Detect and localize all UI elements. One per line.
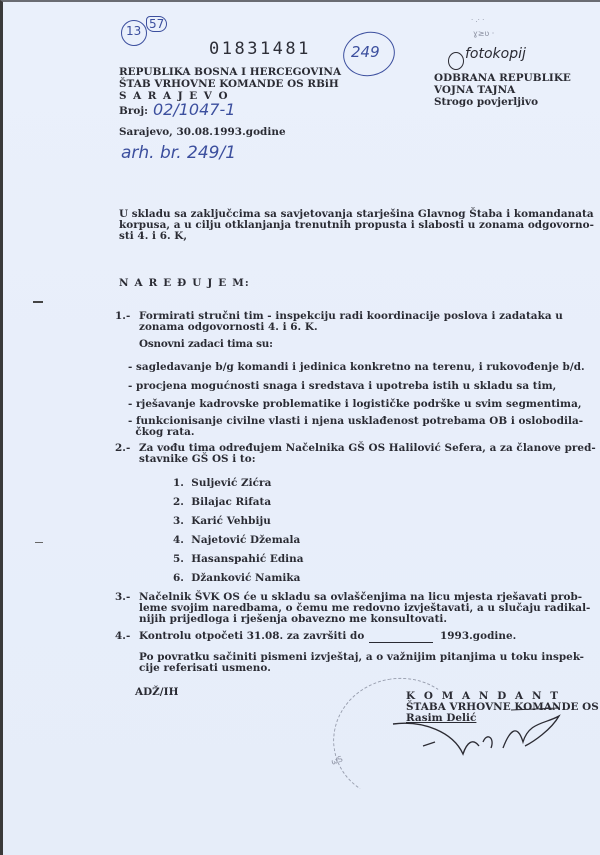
member-1: 1. Suljević Zićra [173,477,272,489]
archive-note: arh. br. 249/1 [121,143,237,163]
member-4: 4. Najetović Džemala [173,534,301,546]
superscript-number: 57 [146,16,167,32]
item-1-subheading: Osnovni zadaci tima su: [139,338,273,350]
task-2: - procjena mogućnosti snaga i sredstava i upotreba istih u skladu sa tim, [128,380,557,392]
item-3-line-2: leme svojim naredbama, o čemu me redovno izvještavati, a u slučaju radikal- [139,602,591,614]
task-3: - rješavanje kadrovske problematike i logističke podrške u svim segmentima, [128,398,582,410]
signature-org: ŠTABA VRHOVNE KOMANDE OS [406,701,599,713]
item-2-number: 2.- [115,442,131,454]
item-4-blank-line [369,642,433,643]
classification-defense: ODBRANA REPUBLIKE [434,72,571,84]
signature-title: K O M A N D A N T [406,690,561,702]
member-2: 2. Bilajac Rifata [173,496,272,508]
header-city: S A R A J E V O [119,90,230,102]
item-3-number: 3.- [115,591,131,603]
item-3-line-3: nijih prijedloga i rješenja obavezno me konsultovati. [139,613,448,625]
broj-label: Broj: [119,105,149,117]
task-4: - funkcionisanje civilne vlasti i njena usklađenost potrebama OB i oslobodila- [128,415,584,427]
circled-number-left-text: 13 [126,24,142,38]
margin-mark-1 [33,301,43,303]
header-republic: REPUBLIKA BOSNA I HERCEGOVINA [119,66,342,78]
header-staff: ŠTAB VRHOVNE KOMANDE OS RBiH [119,78,339,90]
margin-mark-2 [35,542,43,543]
item-1-line-1: Formirati stručni tim - inspekciju radi koordinacije poslova i zadataka u [139,310,563,322]
broj-value: 02/1047-1 [153,100,236,119]
handwritten-signature [383,702,573,762]
top-right-scribble-2: ɣ≥ʋ · [473,29,495,38]
item-2-line-1: Za vođu tima određujem Načelnika GŠ OS Halilović Sefera, a za članove pred- [139,442,596,454]
top-right-scribble-1: · .· · [471,16,485,24]
closing-line-2: cije referisati usmeno. [139,662,271,674]
task-4-continued: čkog rata. [128,426,195,438]
fotokopija-circle [448,52,464,70]
member-6: 6. Džanković Namika [173,572,301,584]
order-heading: N A R E Đ U J E M: [119,277,250,289]
item-4-text: Kontrolu otpočeti 31.08. za završiti do [139,630,365,642]
member-5: 5. Hasanspahić Edina [173,553,304,565]
stamp-mark: ωS [329,754,344,767]
classification-secret: VOJNA TAJNA [434,84,516,96]
item-3-line-1: Načelnik ŠVK OS će u skladu sa ovlaščenjima na licu mjesta rješavati prob- [139,591,583,603]
fotokopija-note: fotokopij [465,46,526,62]
intro-line-2: korpusa, a u cilju otklanjanja trenutnih propusta i slabosti u zonama odgovorno- [119,219,594,231]
item-1-number: 1.- [115,310,131,322]
member-3: 3. Karić Vehbiju [173,515,271,527]
item-1-line-2: zonama odgovornosti 4. i 6. K. [139,321,318,333]
intro-line-3: sti 4. i 6. K, [119,230,188,242]
task-1: - sagledavanje b/g komandi i jedinica konkretno na terenu, i rukovođenje b/d. [128,361,585,373]
item-4-year: 1993.godine. [440,630,517,642]
item-4-number: 4.- [115,630,131,642]
initials: ADŽ/IH [135,686,179,698]
classification-confidential: Strogo povjerljivo [434,96,539,108]
header-date: Sarajevo, 30.08.1993.godine [119,126,286,138]
intro-line-1: U skladu sa zaključcima sa savjetovanja starješina Glavnog Štaba i komandanata [119,208,594,220]
closing-line-1: Po povratku sačiniti pismeni izvještaj, a o važnijim pitanjima u toku inspek- [139,651,585,663]
item-2-line-2: stavnike GŠ OS i to: [139,453,256,465]
signature-name: Rasim Delić [406,712,477,724]
circled-number-right-text: 249 [351,43,380,61]
document-serial-number: 01831481 [209,39,311,59]
